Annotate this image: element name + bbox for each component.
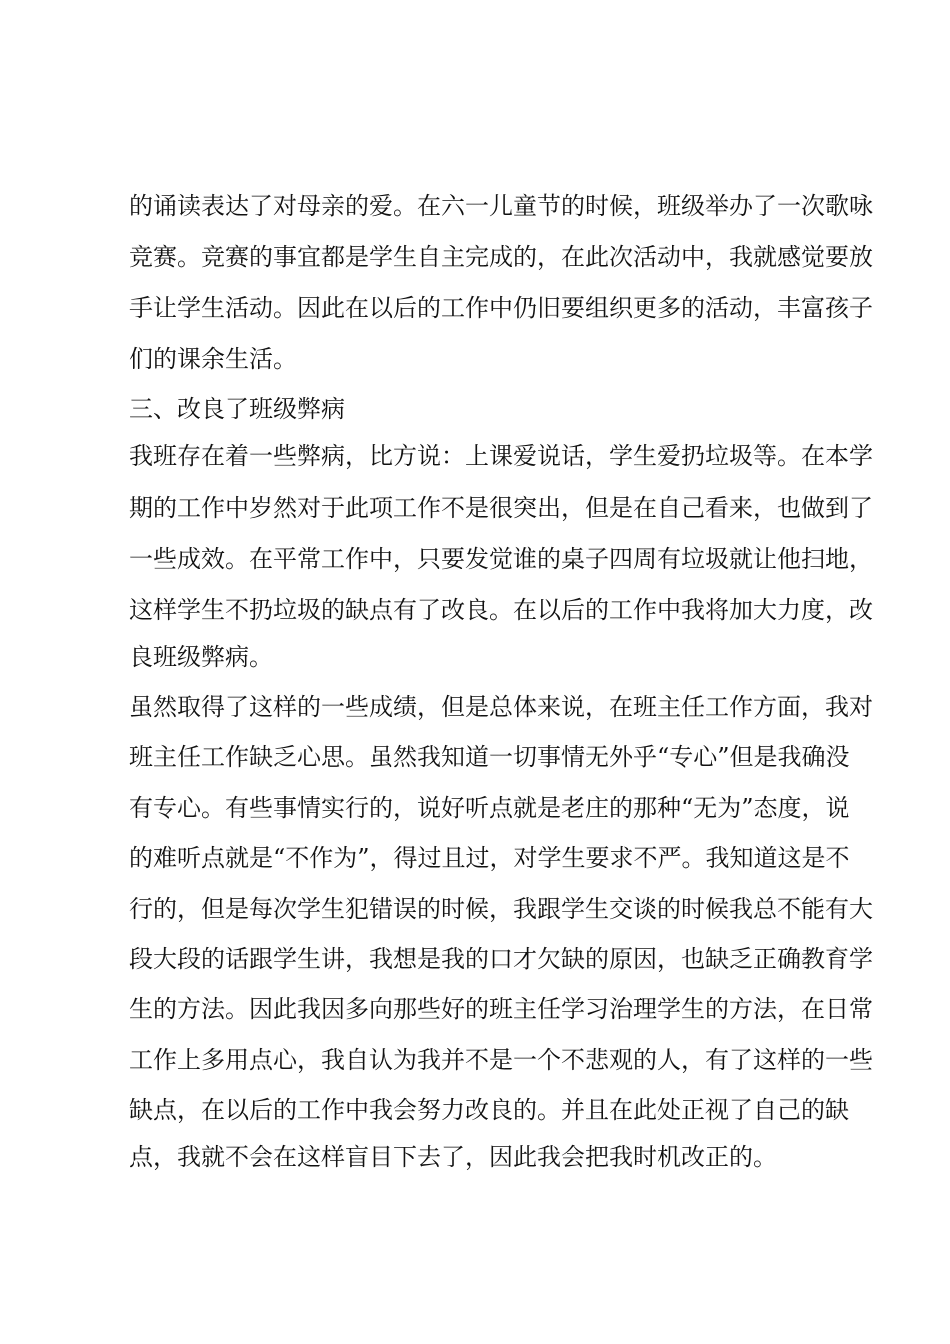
- text-line: 点，我就不会在这样盲目下去了，因此我会把我时机改正的。: [129, 1143, 777, 1171]
- text-line: 段大段的话跟学生讲，我想是我的口才欠缺的原因，也缺乏正确教育学: [129, 945, 873, 973]
- text-line: 班主任工作缺乏心思。虽然我知道一切事情无外乎“专心”但是我确没: [129, 743, 850, 771]
- text-line: 生的方法。因此我因多向那些好的班主任学习治理学生的方法，在日常: [129, 995, 873, 1023]
- text-line: 手让学生活动。因此在以后的工作中仍旧要组织更多的活动，丰富孩子: [129, 294, 873, 322]
- text-line: 工作上多用点心，我自认为我并不是一个不悲观的人，有了这样的一些: [129, 1046, 873, 1074]
- text-line: 的诵读表达了对母亲的爱。在六一儿童节的时候，班级举办了一次歌咏: [129, 192, 873, 220]
- section-heading: 三、改良了班级弊病: [129, 395, 345, 423]
- text-line: 缺点，在以后的工作中我会努力改良的。并且在此处正视了自己的缺: [129, 1096, 849, 1124]
- text-line: 期的工作中岁然对于此项工作不是很突出，但是在自己看来，也做到了: [129, 494, 873, 522]
- text-line: 竞赛。竞赛的事宜都是学生自主完成的，在此次活动中，我就感觉要放: [129, 243, 873, 271]
- text-line: 我班存在着一些弊病，比方说：上课爱说话，学生爱扔垃圾等。在本学: [129, 442, 873, 470]
- text-line: 虽然取得了这样的一些成绩，但是总体来说，在班主任工作方面，我对: [129, 693, 873, 721]
- text-line: 这样学生不扔垃圾的缺点有了改良。在以后的工作中我将加大力度，改: [129, 596, 873, 624]
- text-line: 的难听点就是“不作为”，得过且过，对学生要求不严。我知道这是不: [129, 844, 850, 872]
- text-line: 们的课余生活。: [129, 345, 297, 373]
- text-line: 良班级弊病。: [129, 643, 273, 671]
- text-line: 一些成效。在平常工作中，只要发觉谁的桌子四周有垃圾就让他扫地，: [129, 545, 873, 573]
- text-line: 行的，但是每次学生犯错误的时候，我跟学生交谈的时候我总不能有大: [129, 895, 873, 923]
- text-line: 有专心。有些事情实行的，说好听点就是老庄的那种“无为”态度，说: [129, 794, 850, 822]
